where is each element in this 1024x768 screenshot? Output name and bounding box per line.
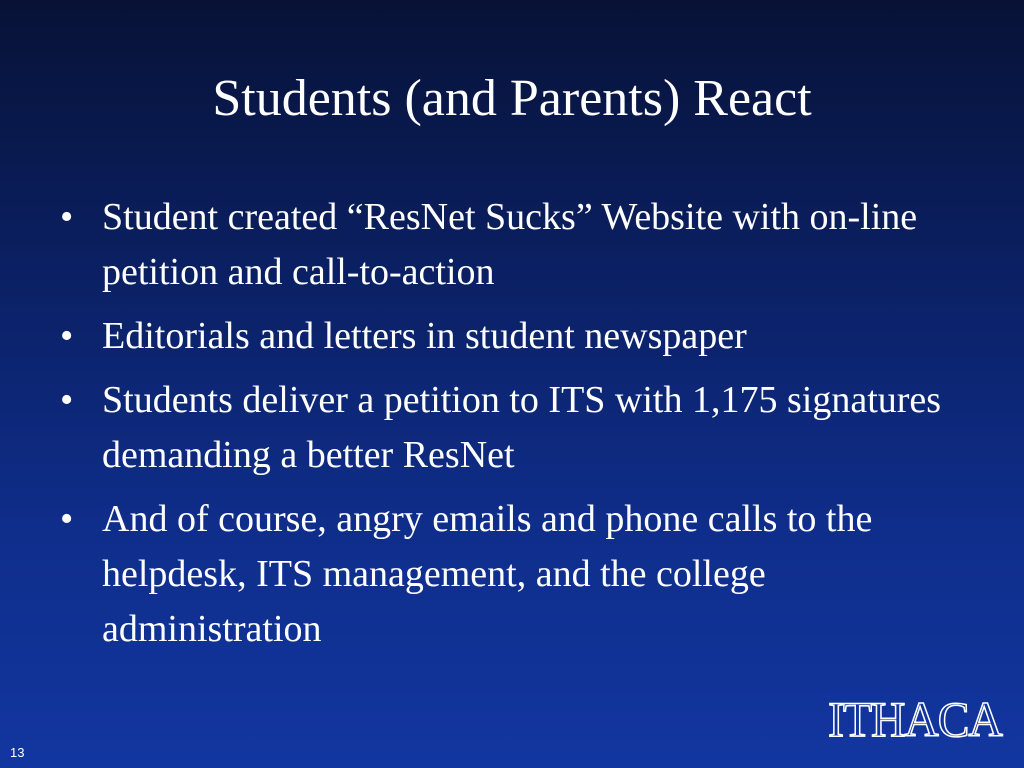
- bullet-list: [60, 190, 980, 666]
- bullet-icon: •: [60, 498, 74, 540]
- bullet-text: And of course, angry emails and phone calls to the helpdesk, ITS management, and the college administration: [102, 498, 873, 650]
- ithaca-logo: ITHACA: [828, 691, 1002, 747]
- bullet-icon: •: [60, 196, 74, 238]
- bullet-text: Students deliver a petition to ITS with 1,175 signatures demanding a better ResNet: [102, 379, 942, 476]
- bullet-item: [60, 492, 980, 657]
- bullet-text: Student created “ResNet Sucks” Website with on-line petition and call-to-action: [102, 196, 918, 293]
- bullet-icon: •: [60, 315, 74, 357]
- bullet-icon: •: [60, 379, 74, 421]
- bullet-item: [60, 309, 980, 364]
- slide-number: 13: [10, 745, 25, 760]
- bullet-item: [60, 190, 980, 300]
- bullet-text: Editorials and letters in student newspaper: [102, 315, 747, 357]
- bullet-item: [60, 373, 980, 483]
- slide-title: Students (and Parents) React: [212, 70, 812, 127]
